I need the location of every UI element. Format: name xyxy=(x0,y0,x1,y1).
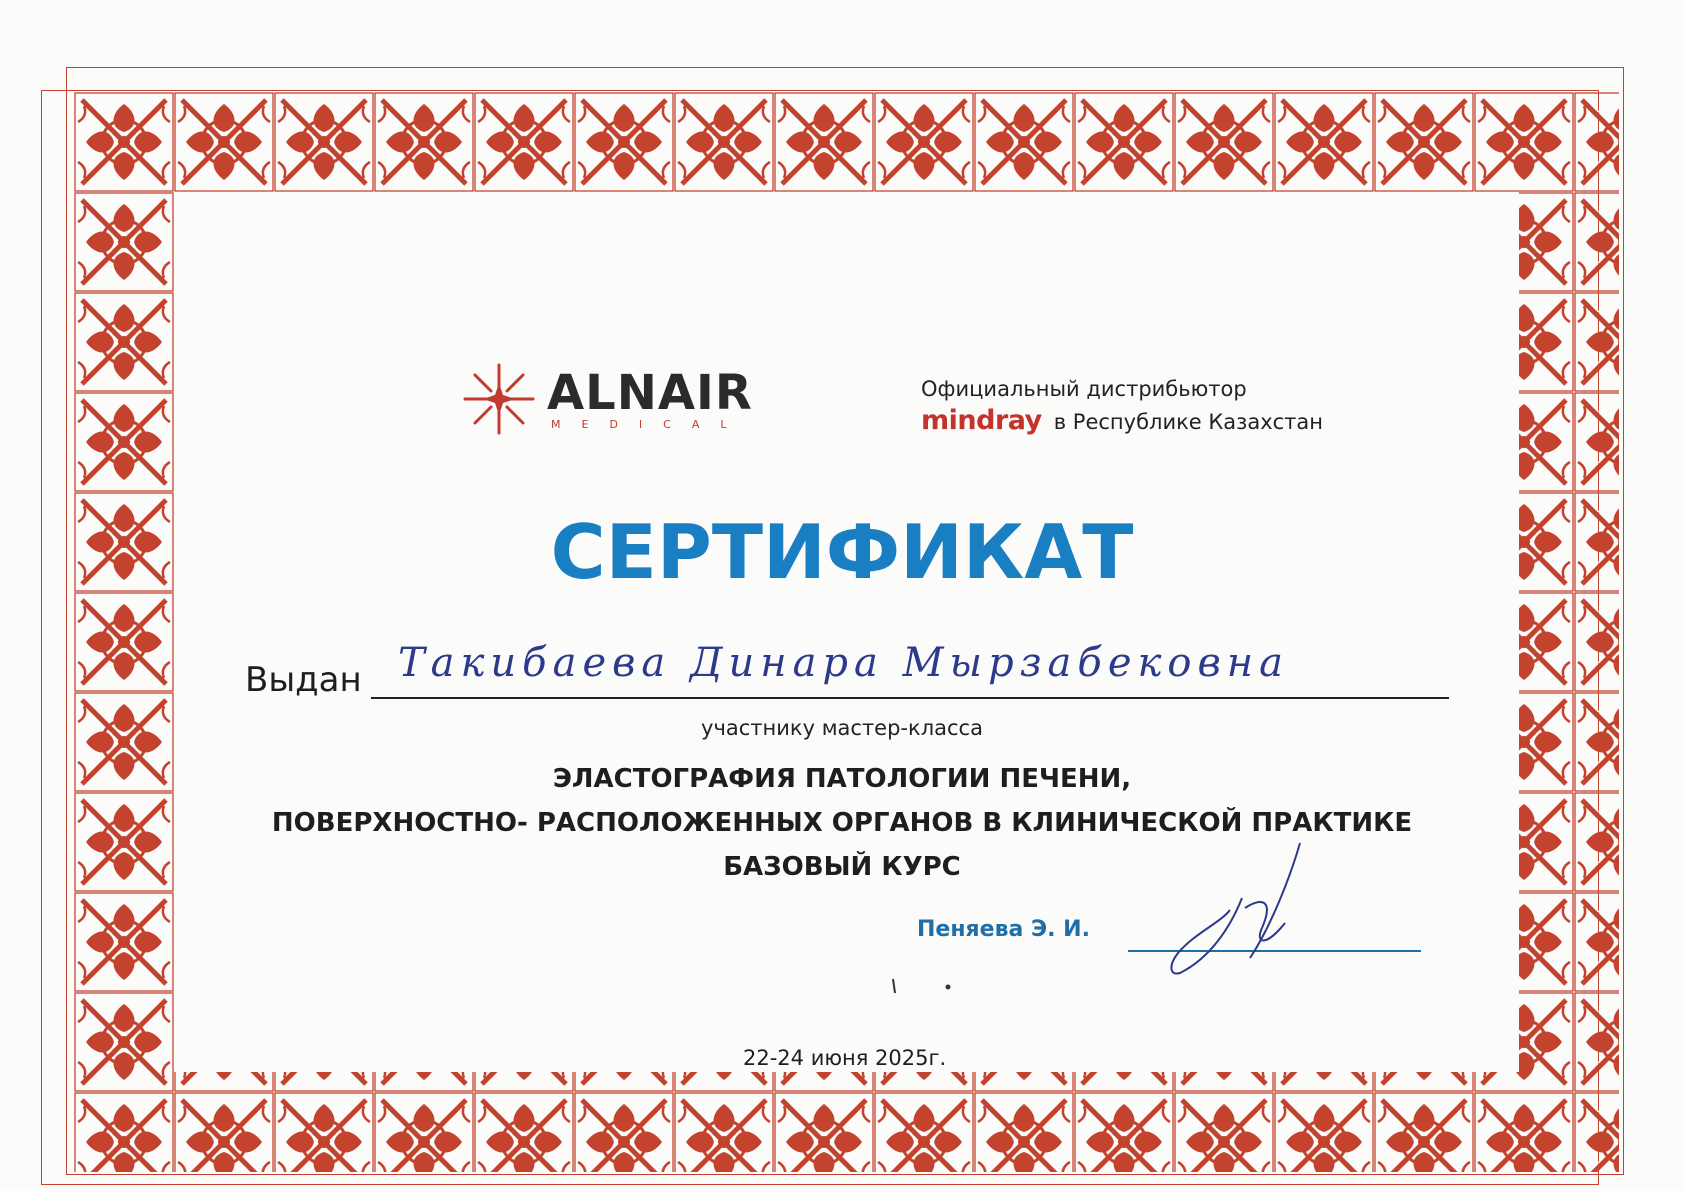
alnair-logo xyxy=(463,363,753,435)
distributor-info xyxy=(921,377,1323,436)
star-burst-icon xyxy=(463,363,535,435)
course-line1: ЭЛАСТОГРАФИЯ ПАТОЛОГИИ ПЕЧЕНИ, xyxy=(552,764,1132,794)
course-line3: БАЗОВЫЙ КУРС xyxy=(723,852,961,882)
participant-text: участнику мастер-класса xyxy=(701,716,983,740)
handwritten-signature xyxy=(1150,838,1330,978)
logo-name: ALNAIR xyxy=(547,364,753,421)
recipient-name: Такибаева Динара Мырзабековна xyxy=(398,640,1289,686)
logo-subtitle: MEDICAL xyxy=(551,417,748,431)
course-line2: ПОВЕРХНОСТНО- РАСПОЛОЖЕННЫХ ОРГАНОВ В КЛИНИЧЕСКОЙ ПРАКТИКЕ xyxy=(271,808,1413,838)
distributor-line1: Официальный дистрибьютор xyxy=(921,377,1247,401)
recipient-underline xyxy=(371,697,1449,699)
mindray-logo: mindray xyxy=(921,405,1042,436)
signer-name: Пеняева Э. И. xyxy=(917,917,1090,942)
distributor-line2: в Республике Казахстан xyxy=(1053,410,1324,434)
ink-specks xyxy=(890,975,960,1005)
course-title xyxy=(0,757,1684,889)
certificate-title: СЕРТИФИКАТ xyxy=(550,508,1134,596)
course-date: 22-24 июня 2025г. xyxy=(743,1046,947,1070)
issued-label: Выдан xyxy=(245,660,362,700)
